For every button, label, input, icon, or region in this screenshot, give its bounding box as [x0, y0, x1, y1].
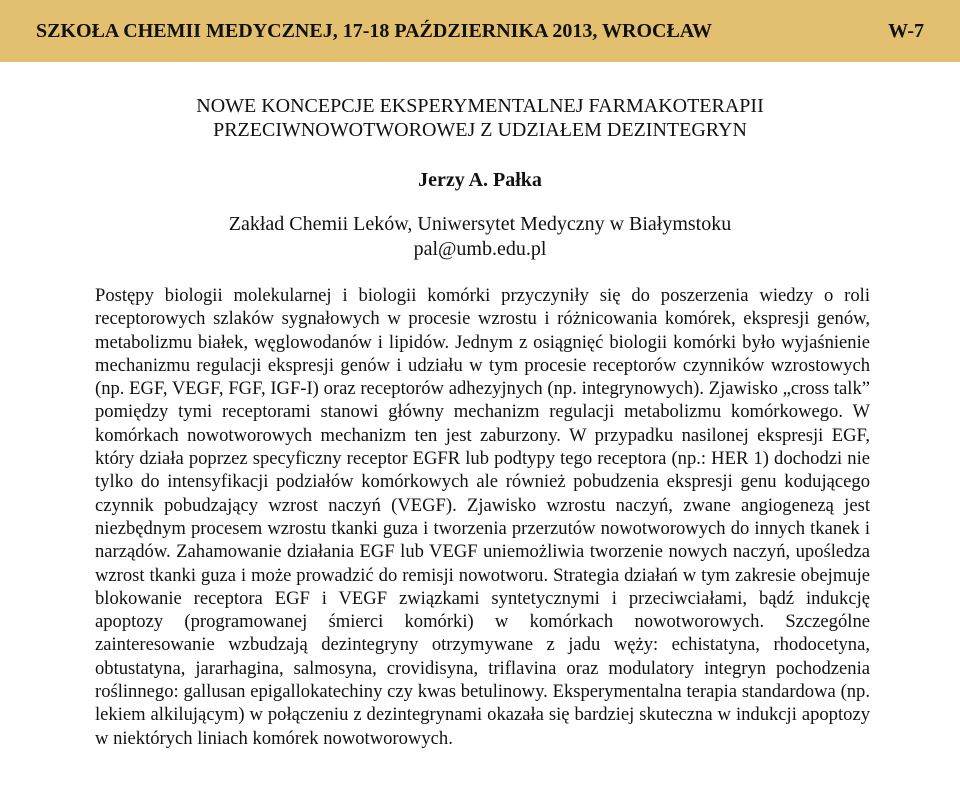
abstract-text: Postępy biologii molekularnej i biologii komórki przyczyniły się do poszerzenia wiedzy o roli receptorowych szlaków sygnałowych w procesie wzrostu i różnicowania komórek, ekspresji genów, metabolizmu białek, węglowodanów i lipidów. Jednym z osiągnięć biologii komórki było wyjaśnienie mechanizmu regulacji ekspresji genów i udziału w tym procesie receptorów czynników wzrostowych (np. EGF, VEGF, FGF, IGF-I) oraz receptorów adhezyjnych (np. integrynowych). Zjawisko „cross talk” pomiędzy tymi receptorami stanowi główny mechanizm regulacji metabolizmu komórkowego. W komórkach nowotworowych mechanizm ten jest zaburzony. W przypadku nasilonej ekspresji EGF, który działa poprzez specyficzny receptor EGFR lub podtypy tego receptora (np.: HER 1) dochodzi nie tylko do intensyfikacji podziałów komórkowych ale również pobudzenia ekspresji genu kodującego czynnik pobudzający wzrost naczyń (VEGF). Zjawisko wzrostu naczyń, zwane angiogenezą jest niezbędnym procesem wzrostu tkanki guza i tworzenia przerzutów nowotworowych do innych tkanek i narządów. Zahamowanie działania EGF lub VEGF uniemożliwia tworzenie nowych naczyń, upośledza wzrost tkanki guza i może prowadzić do remisji nowotworu. Strategia działań w tym zakresie obejmuje blokowanie receptora EGF i VEGF związkami syntetycznymi i przeciwciałami, bądź indukcję apoptozy (programowanej śmierci komórki) w komórkach nowotworowych. Szczególne zainteresowanie wzbudzają dezintegryny otrzymywane z jadu węży: echistatyna, rhodocetyna, obtustatyna, jararhagina, salmosyna, crovidisyna, triflavina oraz modulatory integryn pochodzenia roślinnego: gallusan epigallokatechiny czy kwas betulinowy. Eksperymentalna terapia standardowa (np. lekiem alkilującym) w połączeniu z dezintegrynami okazała się bardziej skuteczna w indukcji apoptozy w niektórych liniach komórek nowotworowych. — [95, 285, 870, 749]
paper-title-line-1: NOWE KONCEPCJE EKSPERYMENTALNEJ FARMAKOTERAPII — [196, 95, 764, 117]
author-affiliation: Zakład Chemii Leków, Uniwersytet Medyczny w Białymstoku — [228, 213, 732, 235]
abstract-code: W-7 — [888, 19, 924, 42]
author-email: pal@umb.edu.pl — [413, 238, 547, 260]
paper-title-line-2: PRZECIWNOWOTWOROWEJ Z UDZIAŁEM DEZINTEGRYN — [213, 119, 747, 141]
author-name: Jerzy A. Pałka — [418, 169, 542, 191]
header-band — [0, 0, 960, 62]
paper-title — [0, 94, 960, 142]
conference-title: SZKOŁA CHEMII MEDYCZNEJ, 17-18 PAŹDZIERNIKA 2013, WROCŁAW — [36, 19, 713, 42]
